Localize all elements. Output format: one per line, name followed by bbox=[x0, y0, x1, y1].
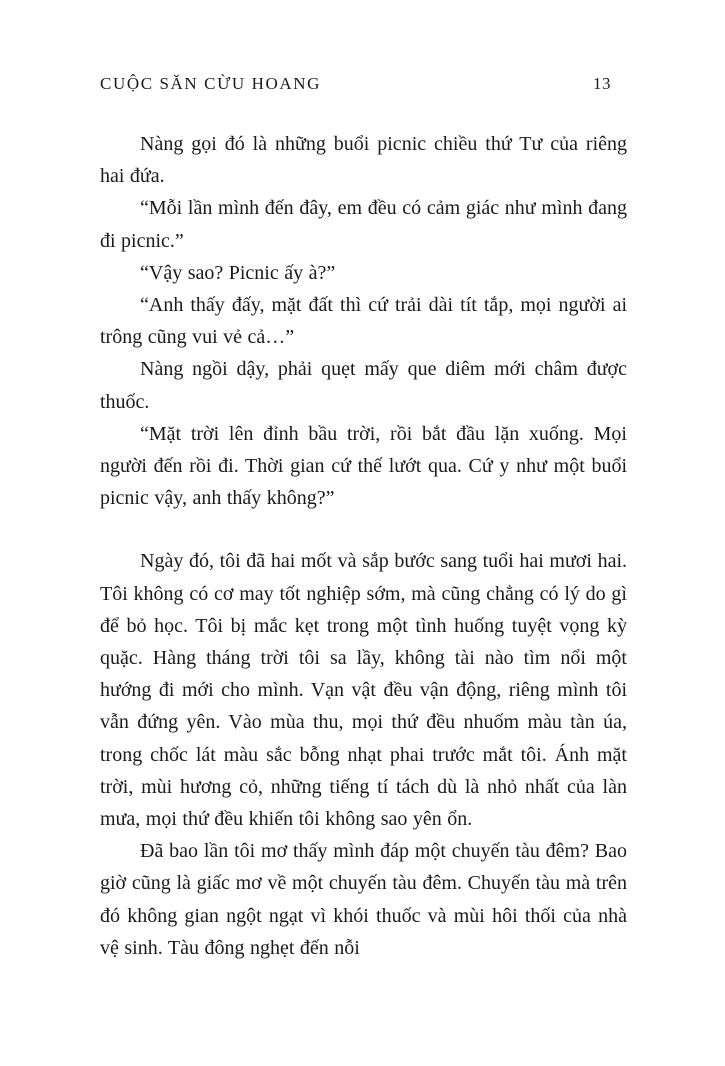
running-header bbox=[100, 74, 627, 94]
paragraph: “Mỗi lần mình đến đây, em đều có cảm giác như mình đang đi picnic.” bbox=[100, 197, 627, 252]
running-header-title: CUỘC SĂN CỪU HOANG bbox=[100, 74, 321, 93]
section-break bbox=[100, 514, 627, 545]
paragraph: “Mặt trời lên đỉnh bầu trời, rồi bắt đầu lặn xuống. Mọi người đến rồi đi. Thời gian cứ thế lướt qua. Cứ y như một buổi picnic vậy, anh thấy không?” bbox=[100, 422, 627, 510]
paragraph: Đã bao lần tôi mơ thấy mình đáp một chuyến tàu đêm? Bao giờ cũng là giấc mơ về một chuyến tàu đêm. Chuyến tàu mà trên đó không gian ngột ngạt vì khói thuốc và mùi hôi thối của nhà vệ sinh. Tàu đông nghẹt đến nỗi bbox=[100, 840, 627, 959]
paragraph: “Anh thấy đấy, mặt đất thì cứ trải dài tít tắp, mọi người ai trông cũng vui vẻ cả…” bbox=[100, 294, 627, 349]
paragraph: Nàng ngồi dậy, phải quẹt mấy que diêm mới châm được thuốc. bbox=[100, 358, 627, 413]
page-number: 13 bbox=[593, 74, 611, 93]
body-text bbox=[100, 128, 627, 964]
paragraph: Ngày đó, tôi đã hai mốt và sắp bước sang tuổi hai mươi hai. Tôi không có cơ may tốt nghiệp sớm, mà cũng chẳng có lý do gì để bỏ học. Tôi bị mắc kẹt trong một tình huống tuyệt vọng kỳ quặc. Hàng tháng trời tôi sa lầy, không tài nào tìm nổi một hướng đi mới cho mình. Vạn vật đều vận động, riêng mình tôi vẫn đứng yên. Vào mùa thu, mọi thứ đều nhuốm màu tàn úa, trong chốc lát màu sắc bỗng nhạt phai trước mắt tôi. Ánh mặt trời, mùi hương cỏ, những tiếng tí tách dù là nhỏ nhất của làn mưa, mọi thứ đều khiến tôi không sao yên ổn. bbox=[100, 550, 627, 831]
paragraph: Nàng gọi đó là những buổi picnic chiều thứ Tư của riêng hai đứa. bbox=[100, 133, 627, 188]
paragraph: “Vậy sao? Picnic ấy à?” bbox=[140, 261, 336, 284]
